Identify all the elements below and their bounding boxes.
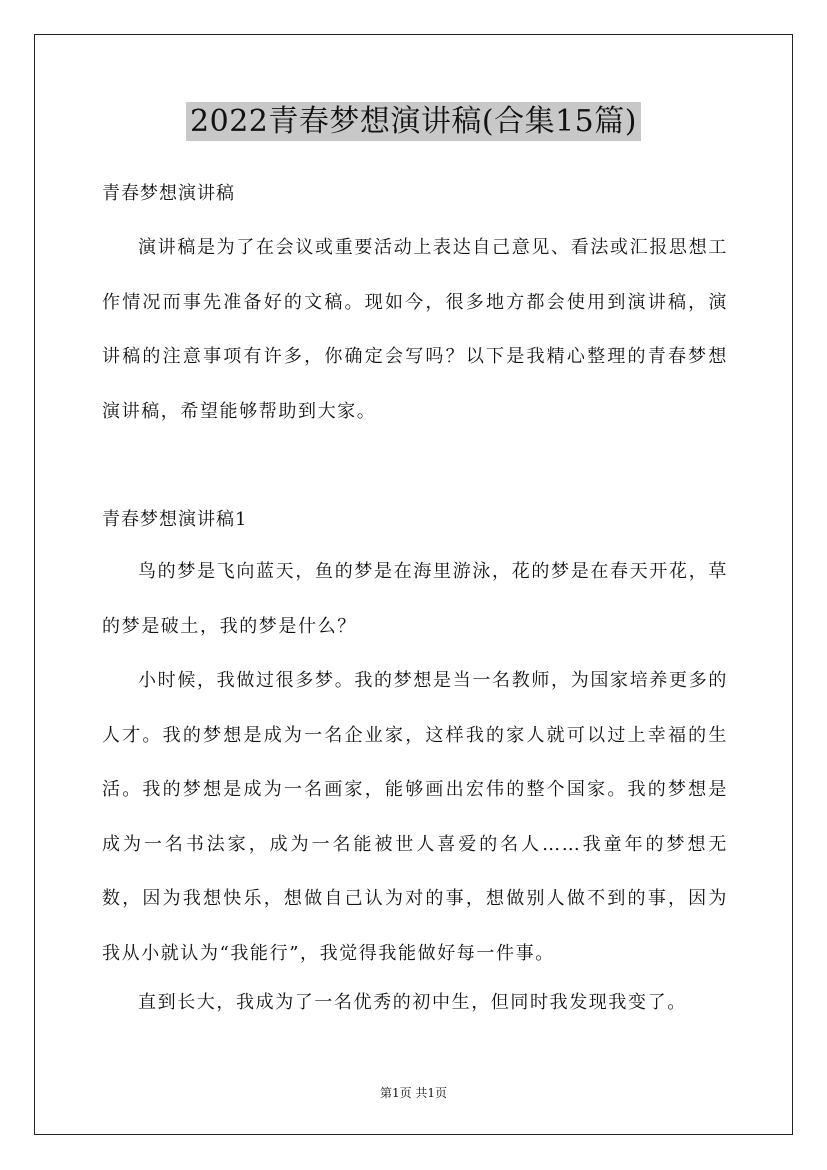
- section1-paragraph-1: 鸟的梦是飞向蓝天，鱼的梦是在海里游泳，花的梦是在春天开花，草的梦是破土，我的梦是什么？: [102, 561, 728, 637]
- section1-heading: 青春梦想演讲稿1: [102, 509, 248, 530]
- page-number: 第1页 共1页: [379, 1086, 448, 1100]
- intro-heading: 青春梦想演讲稿: [102, 183, 235, 204]
- document-title-text: 2022青春梦想演讲稿(合集15篇): [186, 102, 641, 141]
- intro-paragraph: 演讲稿是为了在会议或重要活动上表达自己意见、看法或汇报思想工作情况而事先准备好的文稿。现如今，很多地方都会使用到演讲稿，演讲稿的注意事项有许多，你确定会写吗？以下是我精心整理的青春梦想演讲稿，希望能够帮助到大家。: [102, 237, 728, 422]
- page-footer: [0, 1084, 827, 1102]
- document-title: [0, 100, 827, 144]
- section1-paragraph-2: 小时候，我做过很多梦。我的梦想是当一名教师，为国家培养更多的人才。我的梦想是成为一名企业家，这样我的家人就可以过上幸福的生活。我的梦想是成为一名画家，能够画出宏伟的整个国家。我的梦想是成为一名书法家，成为一名能被世人喜爱的名人……我童年的梦想无数，因为我想快乐，想做自己认为对的事，想做别人做不到的事，因为我从小就认为“我能行”，我觉得我能做好每一件事。: [102, 670, 728, 964]
- section1-paragraph-3: 直到长大，我成为了一名优秀的初中生，但同时我发现我变了。: [138, 992, 687, 1013]
